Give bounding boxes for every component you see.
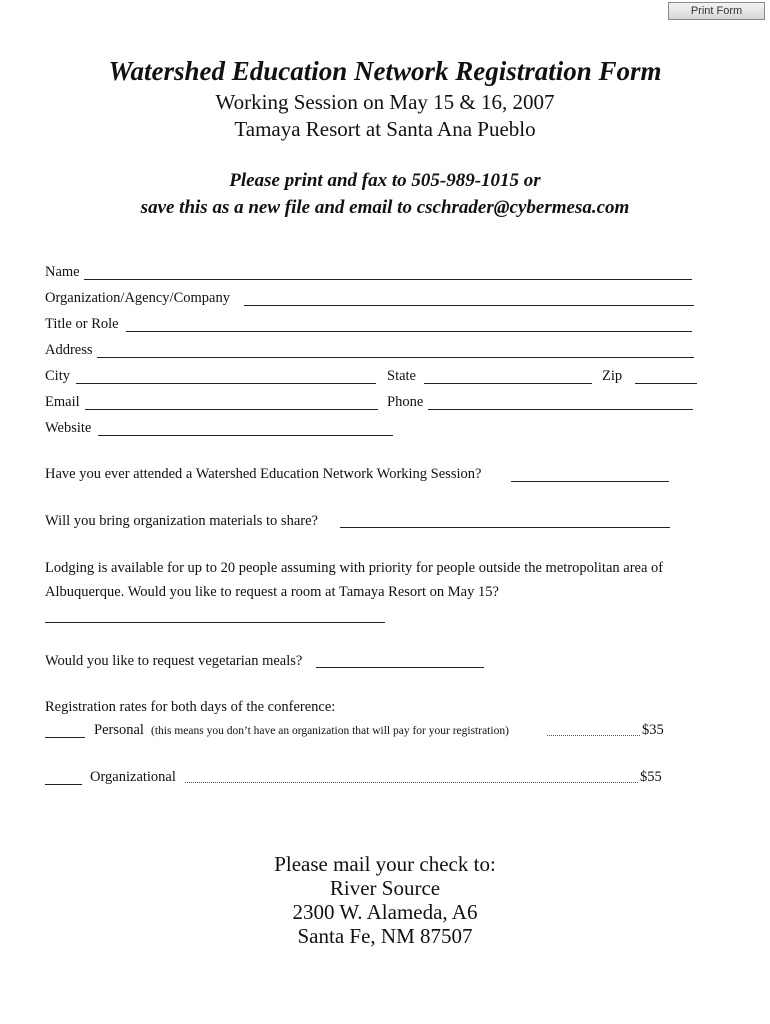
print-form-button[interactable]: Print Form [668, 2, 765, 20]
website-label: Website [45, 420, 92, 436]
lodging-text-line1: Lodging is available for up to 20 people assuming with priority for people outside the metropolitan area of [45, 560, 664, 576]
state-label: State [387, 368, 416, 384]
organizational-rate-label: Organizational [90, 769, 176, 785]
city-label: City [45, 368, 70, 384]
form-title: Watershed Education Network Registration Form [108, 56, 662, 86]
vegetarian-question: Would you like to request vegetarian meals? [45, 653, 303, 669]
personal-rate-checkbox[interactable] [45, 737, 85, 738]
email-label: Email [45, 394, 80, 410]
organizational-rate-checkbox[interactable] [45, 784, 82, 785]
organization-label: Organization/Agency/Company [45, 290, 230, 306]
attended-answer-field[interactable] [511, 481, 669, 482]
organizational-rate-leader [185, 782, 638, 783]
email-field[interactable] [85, 409, 378, 410]
lodging-answer-field[interactable] [45, 622, 385, 623]
phone-label: Phone [387, 394, 424, 410]
personal-rate-leader [547, 735, 640, 736]
materials-answer-field[interactable] [340, 527, 670, 528]
materials-question: Will you bring organization materials to share? [45, 513, 318, 529]
mail-instruction: Please mail your check to: [274, 852, 496, 876]
mail-recipient: River Source [329, 876, 441, 900]
zip-label: Zip [602, 368, 623, 384]
address-label: Address [45, 342, 93, 358]
name-field[interactable] [84, 279, 692, 280]
name-label: Name [45, 264, 80, 280]
personal-rate-price: $35 [642, 722, 664, 738]
organization-field[interactable] [244, 305, 694, 306]
organizational-rate-price: $55 [640, 769, 662, 785]
mail-city: Santa Fe, NM 87507 [297, 924, 473, 948]
city-field[interactable] [76, 383, 376, 384]
vegetarian-answer-field[interactable] [316, 667, 484, 668]
session-location: Tamaya Resort at Santa Ana Pueblo [234, 117, 536, 141]
zip-field[interactable] [635, 383, 697, 384]
phone-field[interactable] [428, 409, 693, 410]
state-field[interactable] [424, 383, 592, 384]
title-role-label: Title or Role [45, 316, 119, 332]
title-role-field[interactable] [126, 331, 692, 332]
personal-rate-label: Personal [94, 722, 144, 738]
address-field[interactable] [97, 357, 694, 358]
personal-rate-note: (this means you don’t have an organization that will pay for your registration) [151, 725, 509, 737]
mail-street: 2300 W. Alameda, A6 [292, 900, 478, 924]
email-instruction: save this as a new file and email to cschrader@cybermesa.com [140, 197, 630, 218]
fax-instruction: Please print and fax to 505-989-1015 or [229, 170, 541, 191]
session-dates: Working Session on May 15 & 16, 2007 [215, 90, 555, 114]
attended-question: Have you ever attended a Watershed Education Network Working Session? [45, 466, 482, 482]
rates-heading: Registration rates for both days of the conference: [45, 699, 336, 715]
website-field[interactable] [98, 435, 393, 436]
lodging-text-line2: Albuquerque. Would you like to request a room at Tamaya Resort on May 15? [45, 584, 499, 600]
